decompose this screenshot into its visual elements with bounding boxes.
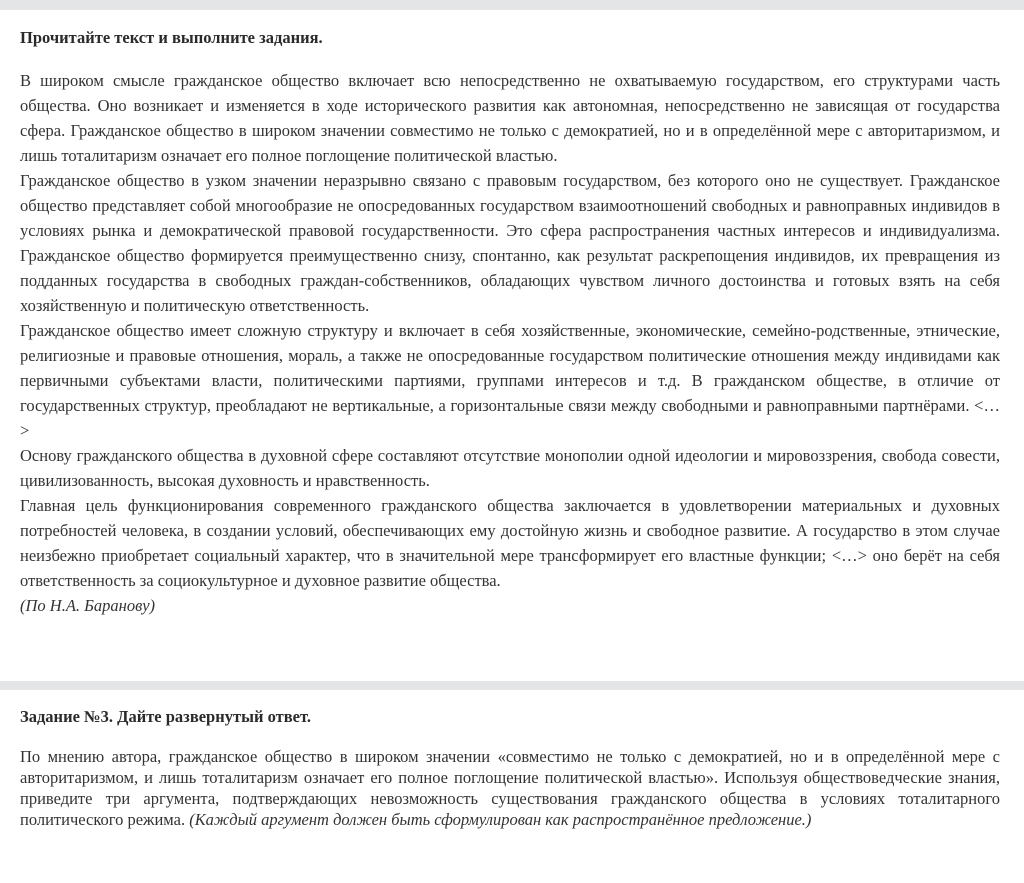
text-paragraph: Гражданское общество имеет сложную структуру и включает в себя хозяйственные, экономические, семейно-родственные, этнические, религиозные и правовые отношения, мораль, а также не опосредованные государством политические отношения между индивидами как первичными субъектами власти, политическими партиями, группами интересов и т.д. В гражданском обществе, в отличие от государственных структур, преобладают не вертикальные, а горизонтальные связи между свободными и равноправными партнёрами. <…>	[20, 321, 1000, 440]
section-divider	[0, 681, 1024, 690]
reading-text-section	[20, 28, 1000, 618]
task-prompt	[20, 746, 1000, 830]
reading-instruction-heading: Прочитайте текст и выполните задания.	[20, 28, 323, 47]
text-paragraph: В широком смысле гражданское общество включает всю непосредственно не охватываемую государством, его структурами часть общества. Оно возникает и изменяется в ходе исторического развития как автономная, непосредственно не зависящая от государства сфера. Гражданское общество в широком значении совместимо не только с демократией, но и в определённой мере с авторитаризмом, и лишь тоталитаризм означает его полное поглощение политической властью.	[20, 71, 1000, 165]
task-heading: Задание №3. Дайте развернутый ответ.	[20, 707, 311, 726]
text-author-attribution: (По Н.А. Баранову)	[20, 596, 156, 615]
text-paragraph: Основу гражданского общества в духовной сфере составляют отсутствие монополии одной идеологии и мировоззрения, свобода совести, цивилизованность, высокая духовность и нравственность.	[20, 446, 1000, 490]
reading-text-body	[20, 68, 1000, 618]
task-section	[20, 707, 1000, 830]
text-paragraph: Гражданское общество в узком значении неразрывно связано с правовым государством, без которого оно не существует. Гражданское общество представляет собой многообразие не опосредованных государством взаимоотношений свободных и равноправных индивидов в условиях рынка и демократической правовой государственности. Это сфера распространения частных интересов и индивидуализма. Гражданское общество формируется преимущественно снизу, спонтанно, как результат раскрепощения индивидов, их превращения из подданных государства в свободных граждан-собственников, обладающих чувством личного достоинства и готовых взять на себя хозяйственную и политическую ответственность.	[20, 171, 1000, 315]
task-note: (Каждый аргумент должен быть сформулирован как распространённое предложение.)	[189, 810, 812, 829]
text-paragraph: Главная цель функционирования современного гражданского общества заключается в удовлетворении материальных и духовных потребностей человека, в создании условий, обеспечивающих ему достойную жизнь и свободное развитие. А государство в этом случае неизбежно приобретает социальный характер, что в значительной мере трансформирует его властные функции; <…> оно берёт на себя ответственность за социокультурное и духовное развитие общества.	[20, 496, 1000, 590]
top-divider	[0, 0, 1024, 10]
task-prompt-text: По мнению автора, гражданское общество в широком значении «совместимо не только с демократией, но и в определённой мере с авторитаризмом, и лишь тоталитаризм означает его полное поглощение политической властью». Используя обществоведческие знания, приведите три аргумента, подтверждающих невозможность существования гражданского общества в условиях тоталитарного политического режима.	[20, 747, 1000, 829]
